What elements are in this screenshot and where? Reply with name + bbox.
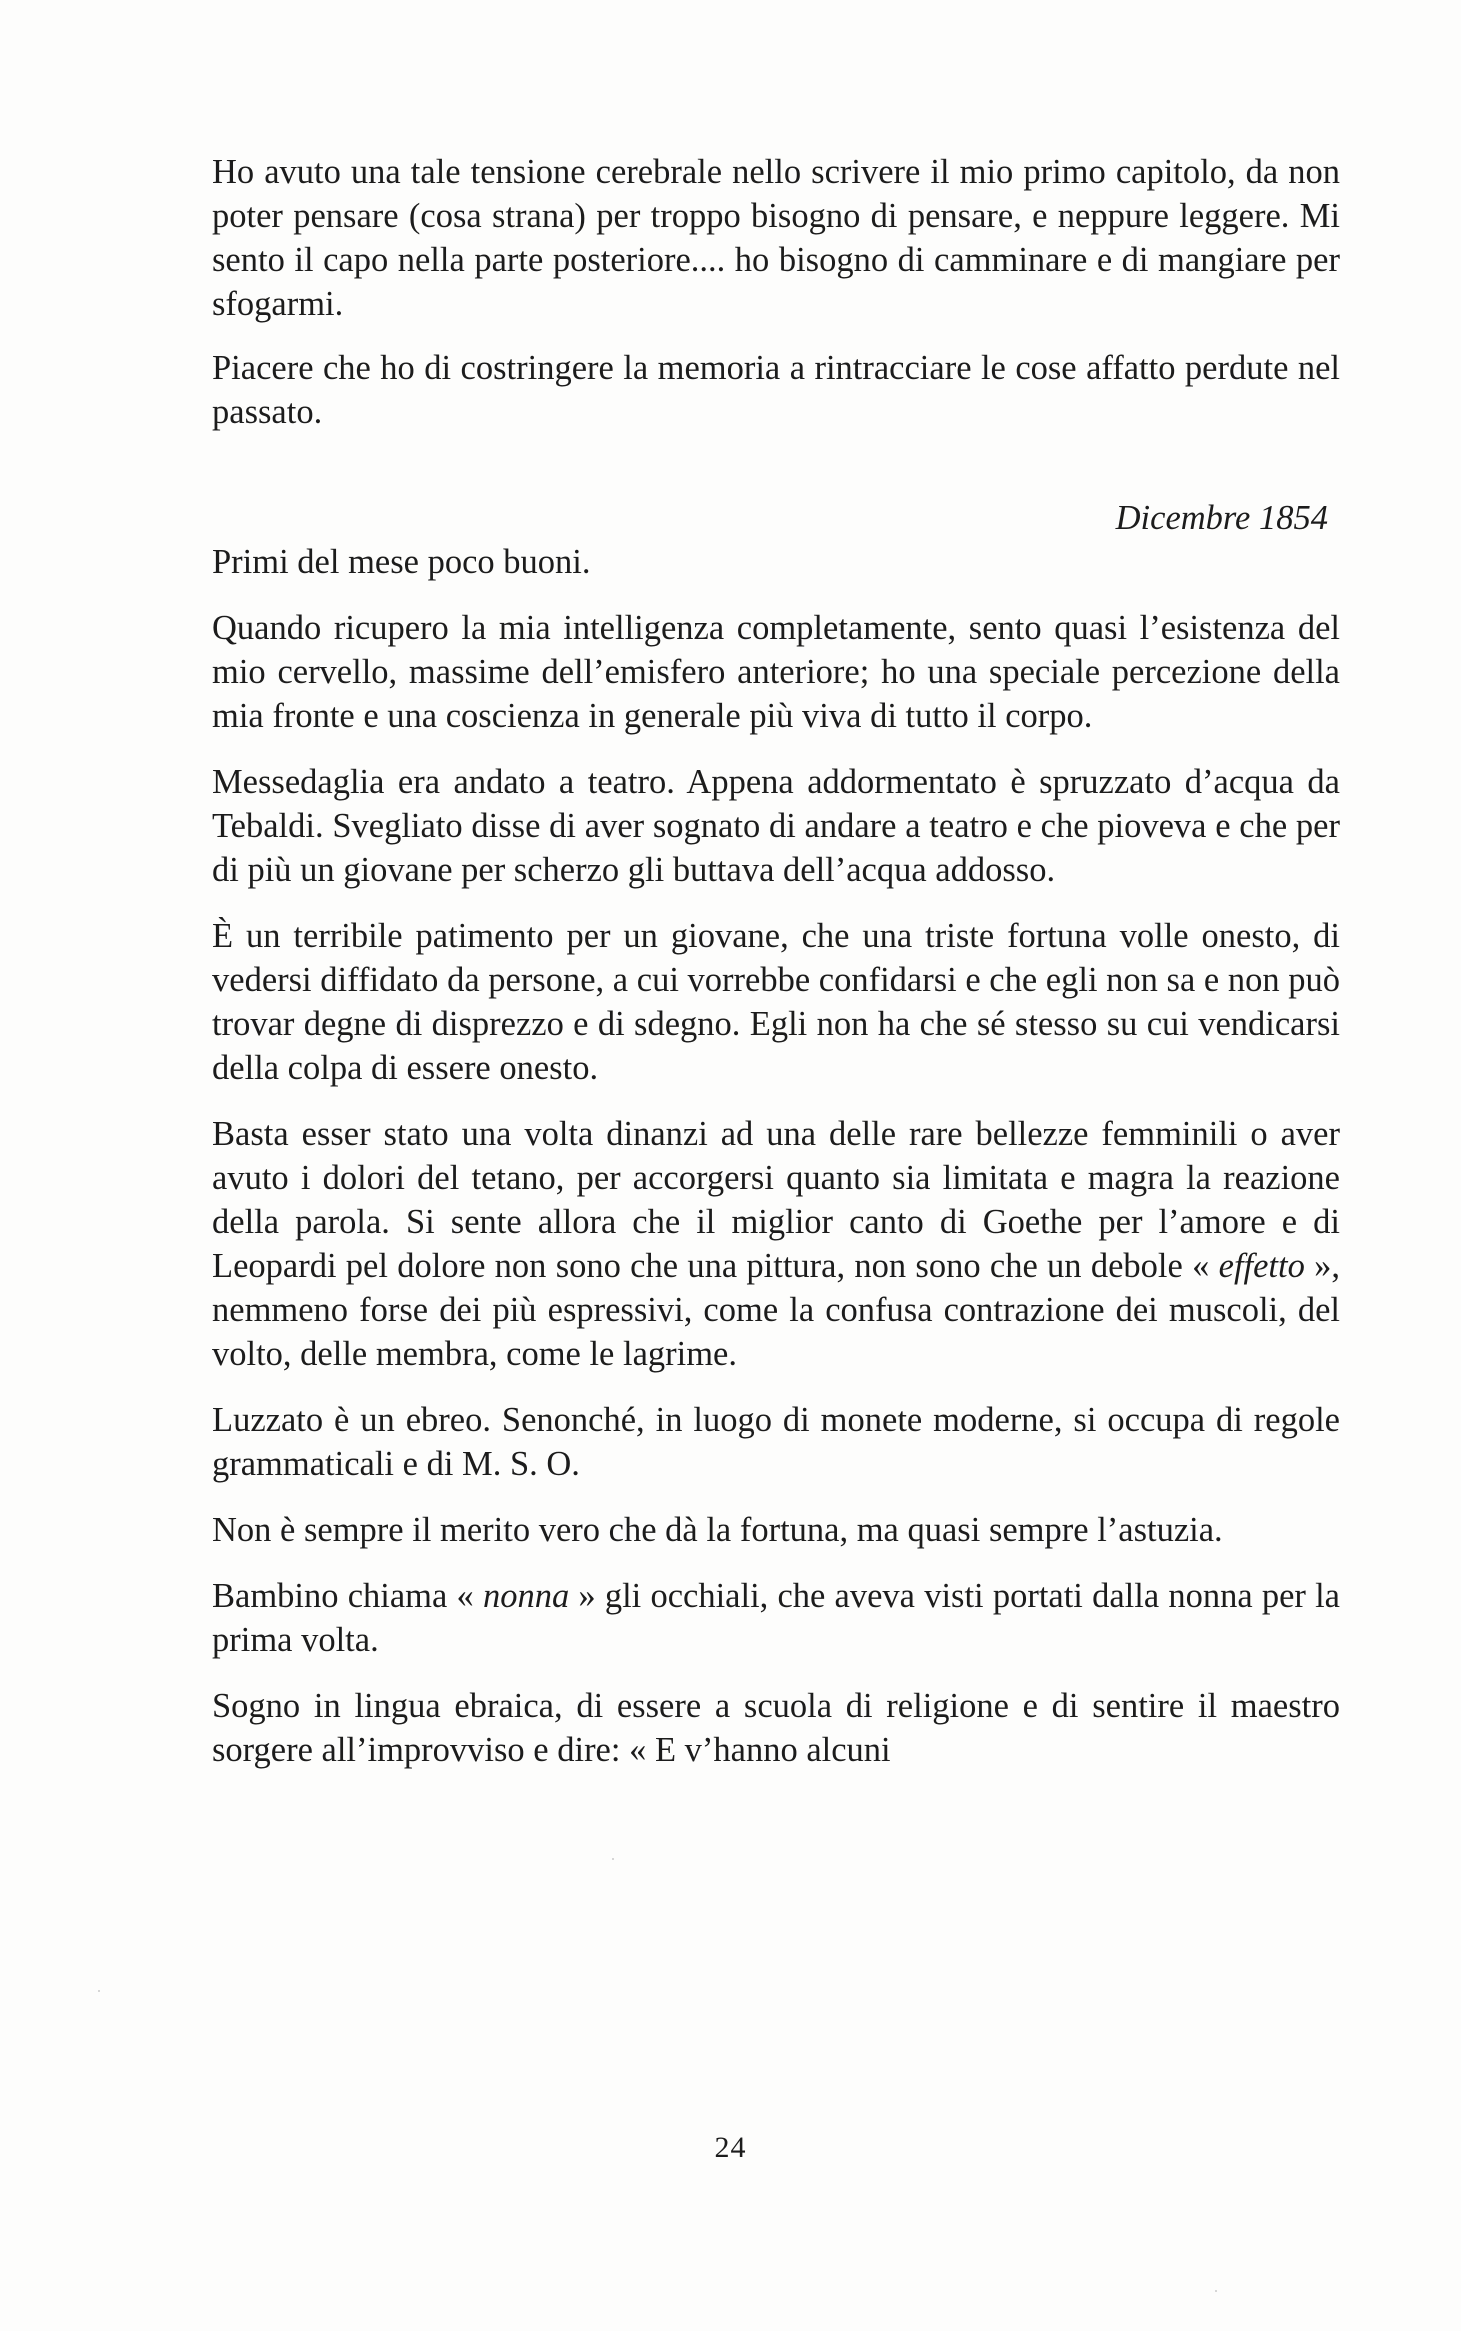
paragraph-3: Quando ricupero la mia intelligenza completamente, sento quasi l’esistenza del mio cervello, massime dell’emisfero anteriore; ho una speciale percezione della mia fronte e una coscienza in generale più viva di tutto il corpo.	[212, 609, 1340, 735]
paragraph-10: Sogno in lingua ebraica, di essere a scuola di religione e di sentire il maestro sorgere all’improvviso e dire: « E v’hanno alcuni	[212, 1687, 1340, 1769]
page-text	[212, 150, 1340, 1794]
paper-speckle	[1215, 2290, 1217, 2292]
paragraph-5: È un terribile patimento per un giovane, che una triste fortuna volle onesto, di vedersi diffidato da persone, a cui vorrebbe confidarsi e che egli non sa e non può trovar degne di disprezzo e di sdegno. Egli non ha che sé stesso su cui vendicarsi della colpa di essere onesto.	[212, 917, 1340, 1087]
paragraph-6-emphasis: effetto	[1218, 1247, 1305, 1285]
paragraph-9-after: » gli occhiali, che aveva visti portati dalla nonna per la prima volta.	[212, 1577, 1340, 1659]
paragraph-4: Messedaglia era andato a teatro. Appena addormentato è spruzzato d’acqua da Tebaldi. Svegliato disse di aver sognato di andare a teatro e che pioveva e che per di più un giovane per scherzo gli buttava dell’acqua addosso.	[212, 763, 1340, 889]
paragraph-7: Luzzato è un ebreo. Senonché, in luogo di monete moderne, si occupa di regole grammaticali e di M. S. O.	[212, 1401, 1340, 1483]
date-heading: Dicembre 1854	[1115, 499, 1328, 537]
short-line: Primi del mese poco buoni.	[212, 543, 591, 581]
paper-speckle	[98, 1990, 100, 1992]
paragraph-1: Ho avuto una tale tensione cerebrale nello scrivere il mio primo capitolo, da non poter pensare (cosa strana) per troppo bisogno di pensare, e neppure leggere. Mi sento il capo nella parte posteriore.... ho bisogno di camminare e di mangiare per sfogarmi.	[212, 153, 1340, 323]
paragraph-2: Piacere che ho di costringere la memoria a rintracciare le cose affatto perdute nel passato.	[212, 349, 1340, 431]
paragraph-9	[212, 1574, 1340, 1662]
paragraph-6-before: Basta esser stato una volta dinanzi ad una delle rare bellezze femminili o aver avuto i dolori del tetano, per accorgersi quanto sia limitata e magra la reazione della parola. Si sente allora che il miglior canto di Goethe per l’amore e di Leopardi pel dolore non sono che una pittura, non sono che un debole «	[212, 1115, 1340, 1285]
paper-speckle	[612, 1858, 614, 1860]
paragraph-9-before: Bambino chiama «	[212, 1577, 483, 1615]
paragraph-8: Non è sempre il merito vero che dà la fortuna, ma quasi sempre l’astuzia.	[212, 1511, 1223, 1549]
paragraph-6-after: », nemmeno forse dei più espressivi, come la confusa contrazione dei muscoli, del volto, delle membra, come le lagrime.	[212, 1247, 1341, 1373]
paragraph-6	[212, 1112, 1340, 1376]
page-number: 24	[714, 2131, 747, 2164]
paragraph-9-emphasis: nonna	[482, 1577, 570, 1615]
